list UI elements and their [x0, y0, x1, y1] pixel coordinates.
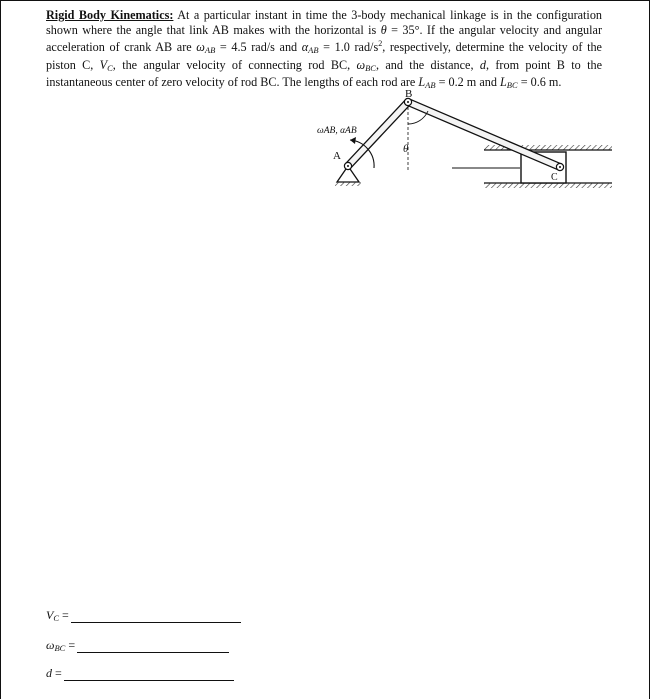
l-symbol: L [499, 75, 507, 90]
answer-d-label [46, 666, 62, 681]
problem-text: , and the distance, [375, 57, 480, 72]
alpha-symbol: α [301, 40, 309, 55]
label-theta: θ [403, 143, 409, 155]
answer-omega-bc-equals: = [65, 638, 76, 652]
answer-omega-bc [46, 638, 229, 653]
subscript: BC [365, 62, 376, 73]
answer-d-blank[interactable] [64, 679, 234, 681]
v-symbol: V [99, 57, 108, 72]
answer-d-equals: = [52, 666, 62, 680]
subscript: AB [204, 45, 216, 56]
pin-c [556, 163, 563, 170]
theta-symbol: θ [380, 22, 387, 37]
problem-text: , the angular velocity of connecting rod BC, [112, 57, 357, 72]
answer-omega-bc-label [46, 638, 75, 653]
answer-d-symbol: d [46, 666, 52, 680]
answer-vc-label [46, 608, 69, 623]
answer-vc-equals: = [59, 608, 69, 622]
l-symbol: L [418, 75, 426, 90]
problem-text: = 0.6 m. [517, 75, 562, 90]
problem-text: At a particular instant in time the 3-body mechanical linkage is in the configuration shown where the angle that link AB makes with the horizontal is [46, 8, 603, 37]
label-b: B [405, 88, 413, 100]
problem-text: , from point B to the instantaneous center of zero velocity of rod BC. The lengths of each rod are [46, 57, 602, 90]
label-c: C [551, 172, 558, 183]
problem-heading: Rigid Body Kinematics: [46, 8, 174, 22]
pin-a [344, 162, 351, 169]
answer-vc-symbol: V [46, 608, 54, 622]
answer-omega-bc-blank[interactable] [77, 651, 229, 653]
answer-d [46, 666, 234, 681]
problem-text: = 4.5 rad/s and [215, 40, 302, 55]
omega-symbol: ω [356, 57, 366, 72]
subscript: C [107, 62, 113, 73]
answer-vc-subscript: C [53, 613, 60, 623]
answer-omega-bc-symbol: ω [46, 638, 55, 652]
subscript: BC [506, 80, 518, 91]
d-symbol: d [479, 57, 486, 72]
label-a: A [333, 150, 341, 162]
superscript: 2 [378, 39, 383, 49]
problem-text: = 1.0 rad/s [318, 40, 379, 55]
subscript: AB [425, 80, 436, 91]
lower-guide-hatch [484, 183, 612, 188]
label-omega-alpha: ωAB, αAB [317, 126, 357, 136]
connecting-rod-bc [408, 102, 560, 167]
omega-arrowhead-icon [350, 137, 356, 144]
problem-text: , respectively, determine the velocity of the piston C, [46, 40, 602, 72]
crank-ab [348, 102, 408, 166]
ground-hatch [335, 182, 361, 186]
answer-vc [46, 608, 241, 623]
answer-vc-blank[interactable] [71, 621, 241, 623]
omega-symbol: ω [196, 40, 205, 55]
problem-text: = 0.2 m and [435, 75, 500, 90]
answer-omega-bc-subscript: BC [54, 643, 66, 653]
subscript: AB [308, 45, 319, 56]
problem-text: = 35°. If the angular velocity and angular acceleration of crank AB are [46, 22, 603, 55]
